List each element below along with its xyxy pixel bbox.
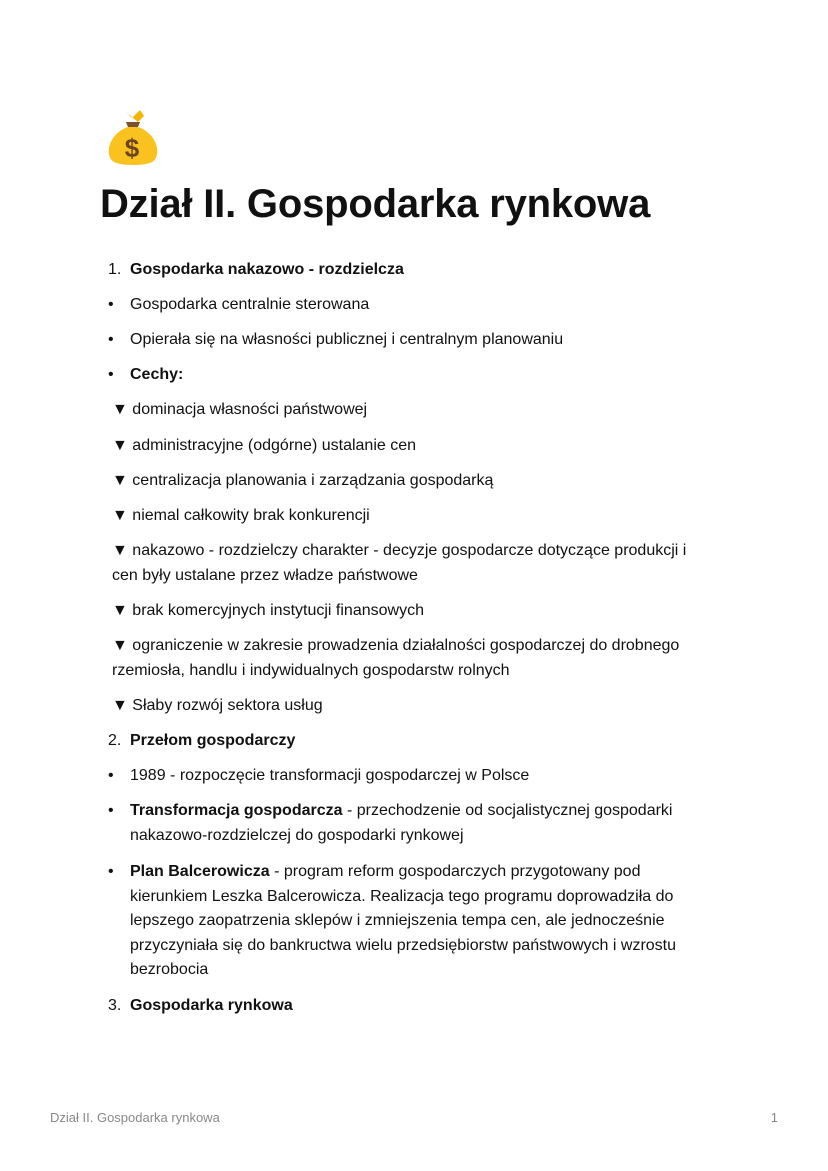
list-text: Gospodarka centralnie sterowana bbox=[130, 296, 370, 313]
toggle-text: brak komercyjnych instytucji finansowych bbox=[132, 602, 424, 619]
toggle-text: niemal całkowity brak konkurencji bbox=[132, 507, 370, 524]
section-heading bbox=[108, 258, 715, 283]
list-item bbox=[108, 363, 715, 388]
list-term: Transformacja gospodarcza bbox=[130, 802, 343, 819]
bullet-icon: • bbox=[108, 802, 114, 819]
toggle-triangle-icon[interactable]: ▼ bbox=[112, 472, 128, 489]
toggle-text: centralizacja planowania i zarządzania gospodarką bbox=[132, 472, 494, 489]
page-title: Dział II. Gospodarka rynkowa bbox=[100, 182, 651, 226]
section-title: Gospodarka rynkowa bbox=[130, 997, 293, 1014]
toggle-triangle-icon[interactable]: ▼ bbox=[112, 507, 128, 524]
toggle-triangle-icon[interactable]: ▼ bbox=[112, 542, 128, 559]
bullet-icon: • bbox=[108, 331, 114, 348]
section-heading bbox=[108, 729, 715, 754]
bullet-icon: • bbox=[108, 366, 114, 383]
svg-text:$: $ bbox=[124, 133, 140, 163]
bullet-icon: • bbox=[108, 863, 114, 880]
list-number: 3. bbox=[108, 997, 122, 1014]
list-item bbox=[108, 799, 715, 848]
list-item bbox=[108, 328, 715, 353]
list-text: - program reform gospodarczych przygotowany pod kierunkiem Leszka Balcerowicza. Realizacja tego programu doprowadziła do lepszego zaopatrzenia sklepów i zmniejszenia tempa cen, ale jednocześnie przyczyniała się do bankructwa wielu przedsiębiorstw państwowych i wzrostu bezrobocia bbox=[130, 863, 677, 979]
toggle-text: administracyjne (odgórne) ustalanie cen bbox=[132, 437, 417, 454]
toggle-item[interactable] bbox=[112, 434, 712, 459]
toggle-item[interactable] bbox=[112, 539, 712, 588]
toggle-text: nakazowo - rozdzielczy charakter - decyzje gospodarcze dotyczące produkcji i cen były ustalane przez władze państwowe bbox=[112, 542, 687, 584]
page-number: 1 bbox=[770, 1110, 778, 1125]
list-term: Plan Balcerowicza bbox=[130, 863, 270, 880]
toggle-item[interactable] bbox=[112, 469, 712, 494]
toggle-triangle-icon[interactable]: ▼ bbox=[112, 437, 128, 454]
footer-title: Dział II. Gospodarka rynkowa bbox=[50, 1110, 220, 1125]
toggle-item[interactable] bbox=[112, 599, 712, 624]
toggle-item[interactable] bbox=[112, 398, 712, 423]
list-item bbox=[108, 764, 715, 789]
toggle-item[interactable] bbox=[112, 694, 712, 719]
toggle-text: ograniczenie w zakresie prowadzenia działalności gospodarczej do drobnego rzemiosła, handlu i indywidualnych gospodarstw rolnych bbox=[112, 637, 680, 679]
toggle-text: dominacja własności państwowej bbox=[132, 401, 368, 418]
bullet-icon: • bbox=[108, 296, 114, 313]
list-text: 1989 - rozpoczęcie transformacji gospodarczej w Polsce bbox=[130, 767, 530, 784]
list-text: - przechodzenie od socjalistycznej gospodarki nakazowo-rozdzielczej do gospodarki rynkowej bbox=[130, 802, 673, 844]
toggle-triangle-icon[interactable]: ▼ bbox=[112, 602, 128, 619]
list-item bbox=[108, 293, 715, 318]
toggle-triangle-icon[interactable]: ▼ bbox=[112, 401, 128, 418]
list-number: 1. bbox=[108, 261, 122, 278]
money-bag-icon bbox=[104, 108, 160, 171]
list-number: 2. bbox=[108, 732, 122, 749]
toggle-triangle-icon[interactable]: ▼ bbox=[112, 697, 128, 714]
bullet-icon: • bbox=[108, 767, 114, 784]
toggle-text: Słaby rozwój sektora usług bbox=[132, 697, 323, 714]
list-text: Cechy: bbox=[130, 366, 184, 383]
toggle-item[interactable] bbox=[112, 504, 712, 529]
toggle-triangle-icon[interactable]: ▼ bbox=[112, 637, 128, 654]
section-heading bbox=[108, 994, 715, 1019]
section-title: Przełom gospodarczy bbox=[130, 732, 296, 749]
section-title: Gospodarka nakazowo - rozdzielcza bbox=[130, 261, 404, 278]
list-item bbox=[108, 860, 715, 983]
list-text: Opierała się na własności publicznej i centralnym planowaniu bbox=[130, 331, 564, 348]
toggle-item[interactable] bbox=[112, 634, 712, 683]
